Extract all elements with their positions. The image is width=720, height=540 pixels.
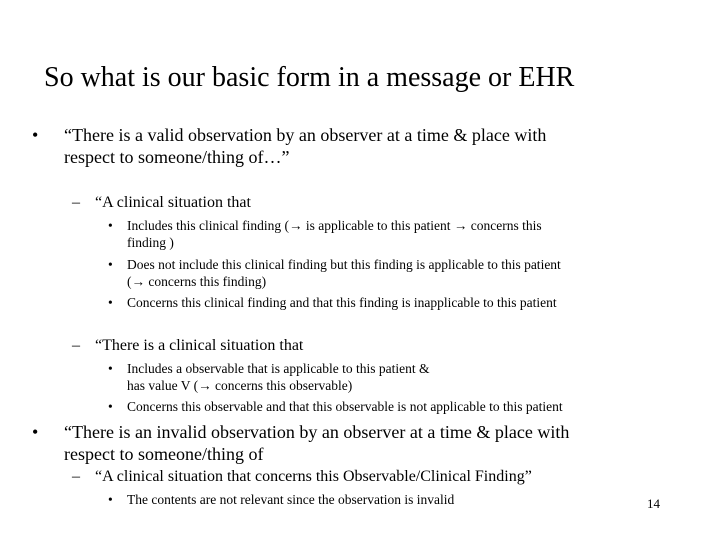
list-item-line2: finding ) bbox=[127, 235, 174, 250]
list-item-marker: • bbox=[108, 361, 113, 376]
list-item-line1: Concerns this clinical finding and that this finding is inapplicable to this patient bbox=[127, 295, 557, 310]
sub-bullet-text: “A clinical situation that bbox=[95, 194, 251, 211]
list-item-line1: Includes this clinical finding (→ is applicable to this patient → concerns this bbox=[127, 218, 542, 233]
page-number: 14 bbox=[647, 496, 660, 511]
sub-bullet-text: “There is a clinical situation that bbox=[95, 337, 304, 354]
list-item-line1: The contents are not relevant since the observation is invalid bbox=[127, 492, 455, 507]
bullet-text-line1: “There is a valid observation by an observer at a time & place with bbox=[64, 125, 547, 145]
bullet-text-line2: respect to someone/thing of…” bbox=[64, 147, 290, 167]
bullet-text-line2: respect to someone/thing of bbox=[64, 444, 264, 464]
sub-bullet-text: “A clinical situation that concerns this Observable/Clinical Finding” bbox=[95, 468, 532, 485]
bullet-marker: • bbox=[32, 125, 39, 145]
sub-bullet-marker: – bbox=[72, 468, 80, 485]
list-item-line2: (→ concerns this finding) bbox=[127, 274, 267, 289]
list-item-marker: • bbox=[108, 492, 113, 507]
sub-bullet-marker: – bbox=[72, 194, 80, 211]
list-item-line1: Includes a observable that is applicable to this patient & bbox=[127, 361, 430, 376]
bullet-marker: • bbox=[32, 422, 39, 442]
list-item-marker: • bbox=[108, 257, 113, 272]
list-item-marker: • bbox=[108, 295, 113, 310]
list-item-line1: Does not include this clinical finding but this finding is applicable to this patient bbox=[127, 257, 561, 272]
list-item-marker: • bbox=[108, 399, 113, 414]
list-item-marker: • bbox=[108, 218, 113, 233]
sub-bullet-marker: – bbox=[72, 337, 80, 354]
list-item-line2: has value V (→ concerns this observable) bbox=[127, 378, 353, 393]
list-item-line1: Concerns this observable and that this observable is not applicable to this patient bbox=[127, 399, 563, 414]
slide-title: So what is our basic form in a message or EHR bbox=[44, 62, 575, 93]
bullet-text-line1: “There is an invalid observation by an observer at a time & place with bbox=[64, 422, 570, 442]
